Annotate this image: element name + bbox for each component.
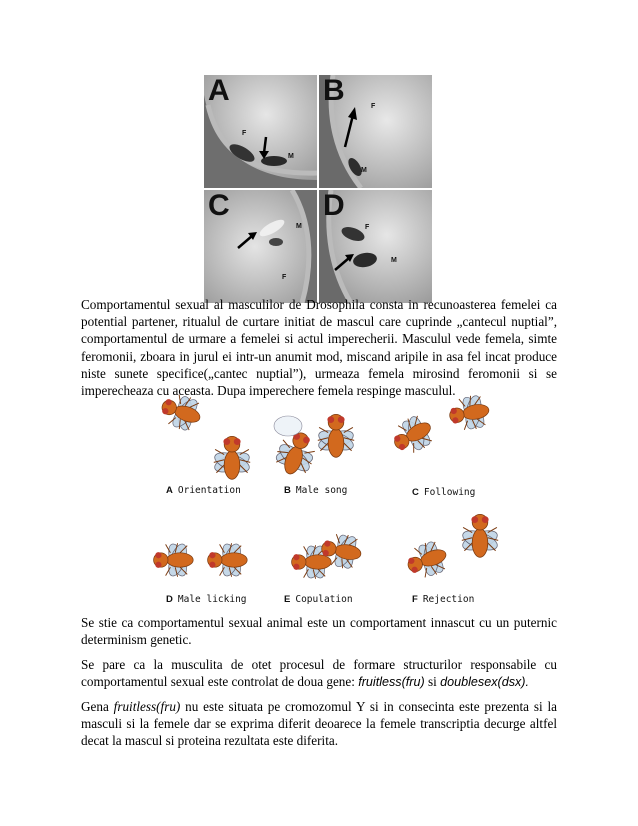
panel-c-female-tag: F bbox=[282, 274, 287, 281]
photo-panel-b bbox=[319, 75, 432, 188]
panel-b-male-tag: M bbox=[361, 167, 367, 174]
extended-wing bbox=[274, 416, 302, 436]
paragraph4-lead: Gena bbox=[81, 699, 114, 714]
fly-a2 bbox=[212, 436, 252, 479]
panel-d-female-tag: F bbox=[365, 224, 370, 231]
gene-fruitless-name: fruitless(fru) bbox=[358, 675, 425, 690]
fly-drawings bbox=[128, 390, 518, 608]
panel-letter-c: C bbox=[208, 190, 230, 222]
paragraph-innate-behavior: Se stie ca comportamentul sexual animal este un comportament innascut cu un puternic determinism genetic. bbox=[81, 615, 557, 648]
fly-d2 bbox=[208, 542, 248, 578]
paragraph4-text: nu este situata pe cromozomul Y si in consecinta este prezenta si la masculi si la femele dar se exprima diferit deoarece la femele transcriptia decurge altfel decat la mascul si proteina rezultata este diferita. bbox=[81, 699, 558, 749]
fly-f1 bbox=[402, 536, 452, 584]
photo-panel-a bbox=[204, 75, 317, 188]
fly-c1 bbox=[386, 410, 439, 461]
panel-letter-a: A bbox=[208, 75, 230, 107]
panel-a-male-tag: M bbox=[288, 153, 294, 160]
paragraph-courtship-description: Comportamentul sexual al masculilor de Drosophila consta in recunoasterea femelei ca potential partener, ritualul de curtare initiat de mascul care cuprinde „cantecul nuptial”, comportamentul de urmare a femelei si actul imperecherii. Masculul vede femela, simte feromonii, zboara in jurul ei intr-un anumit mod, miscand aripile in asa fel incat produce niste sunete specifice(„cantec nuptial”), urmeaza femela mirosind feromonii si se imperecheaza cu aceasta. Dupa imperechere femela respinge masculul. bbox=[81, 297, 557, 399]
courtship-photo-grid bbox=[204, 75, 436, 303]
fly-b2 bbox=[316, 414, 356, 457]
label-following: C Following bbox=[412, 487, 476, 498]
paragraph-fruitless-gene bbox=[81, 698, 557, 750]
panel-a-female-tag: F bbox=[242, 130, 247, 137]
label-orientation: A Orientation bbox=[166, 485, 241, 496]
paragraph-gene-control bbox=[81, 656, 557, 691]
gene-fruitless-italic: fruitless(fru) bbox=[113, 699, 181, 714]
panel-letter-b: B bbox=[323, 75, 345, 107]
paragraph3-connector: si bbox=[424, 674, 441, 690]
label-copulation: E Copulation bbox=[284, 594, 353, 605]
fly-a1 bbox=[156, 390, 206, 436]
fly-b1 bbox=[270, 427, 322, 481]
fly-c2 bbox=[447, 392, 492, 435]
courtship-stages-illustration bbox=[128, 390, 518, 608]
fly-d1 bbox=[154, 542, 194, 578]
label-rejection: F Rejection bbox=[412, 594, 475, 605]
panel-c-male-tag: M bbox=[296, 223, 302, 230]
label-male-song: B Male song bbox=[284, 485, 348, 496]
paragraph3-text: Se pare ca la musculita de otet procesul de formare structurilor responsabile cu comportamentul sexual este controlat de doua gene: bbox=[81, 657, 557, 690]
panel-letter-d: D bbox=[323, 190, 345, 222]
photo-panel-d bbox=[319, 190, 432, 303]
photo-panel-c bbox=[204, 190, 317, 303]
fly-f2 bbox=[460, 514, 500, 557]
panel-d-male-tag: M bbox=[391, 257, 397, 264]
gene-doublesex-name: doublesex(dsx). bbox=[440, 675, 529, 690]
panel-b-female-tag: F bbox=[371, 103, 376, 110]
label-male-licking: D Male licking bbox=[166, 594, 247, 605]
